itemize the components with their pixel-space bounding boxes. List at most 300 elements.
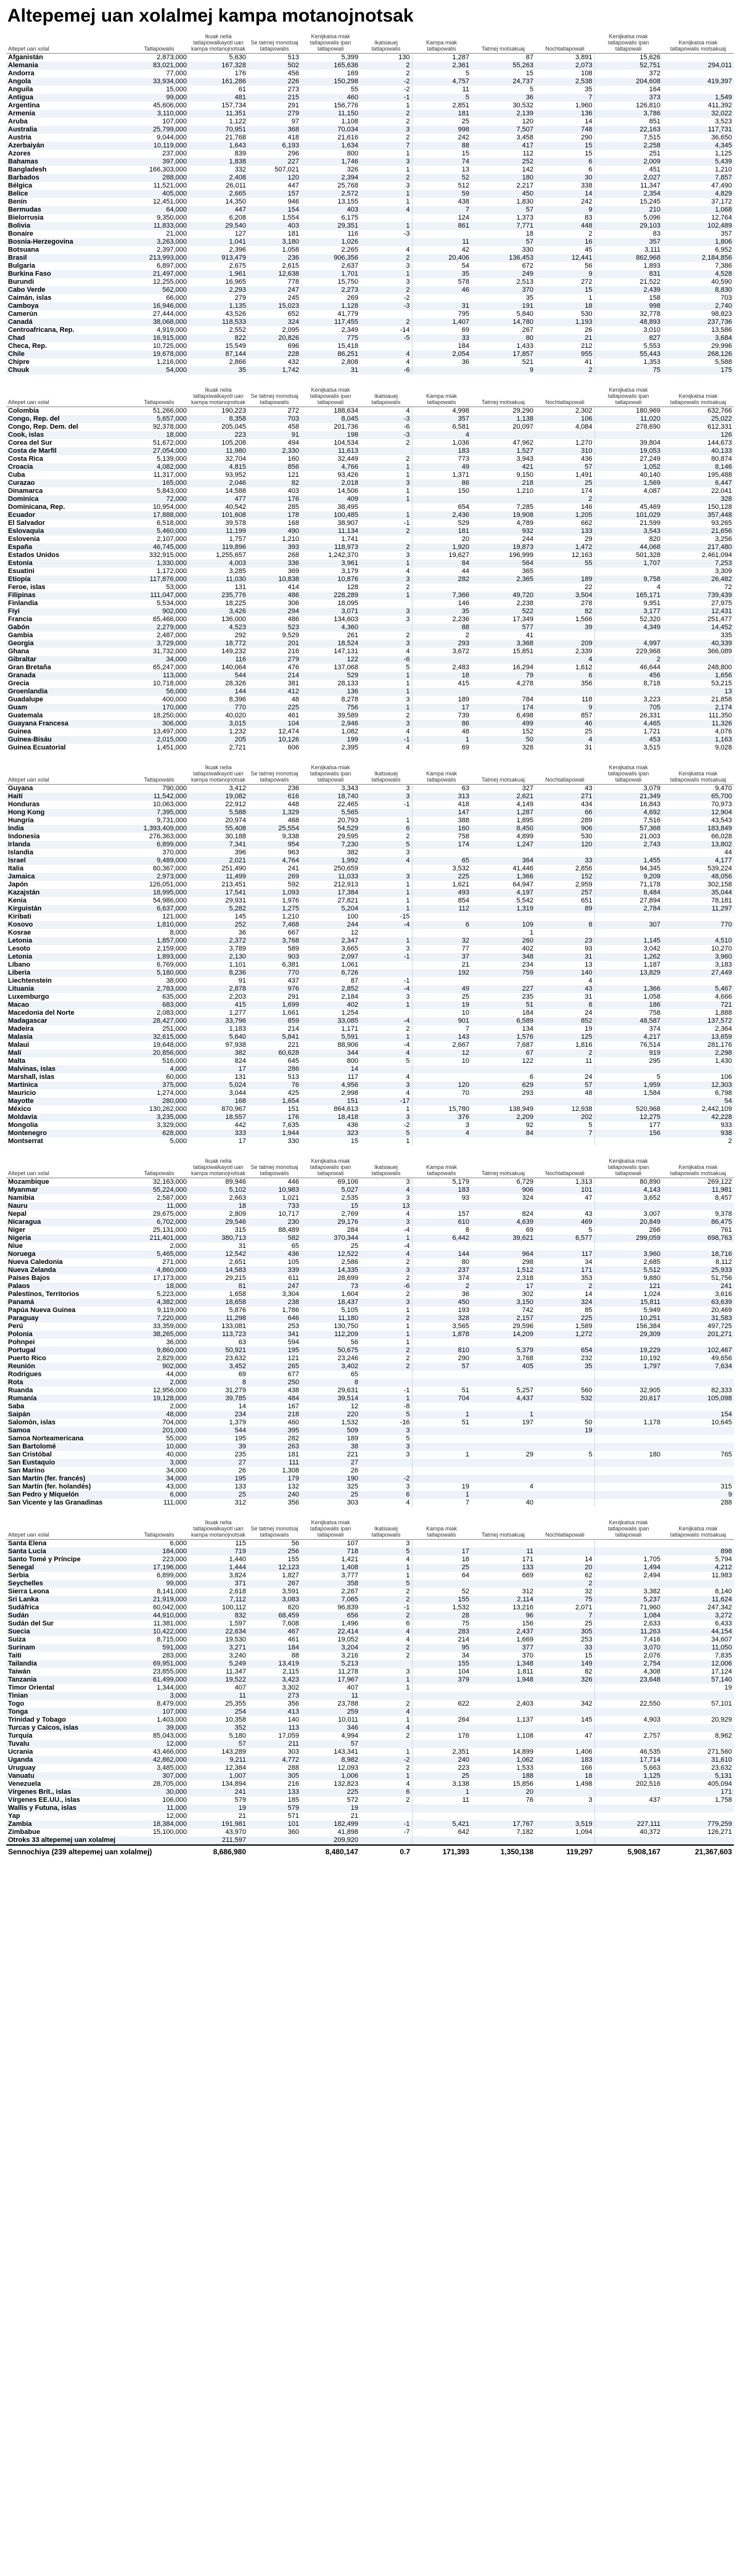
table-cell: 54 xyxy=(662,1097,734,1105)
table-cell: 48 xyxy=(585,1089,593,1097)
table-cell: 10,270 xyxy=(711,945,732,952)
table-cell: 1 xyxy=(360,1395,412,1403)
table-cell: 235 xyxy=(522,993,533,1001)
table-cell: 19 xyxy=(412,1001,471,1009)
table-cell: 12,255,000 xyxy=(152,278,187,286)
table-cell: 382 xyxy=(347,849,358,856)
table-cell: 6,381 xyxy=(282,961,299,968)
table-cell: 116 xyxy=(189,656,248,664)
table-cell xyxy=(360,447,412,455)
table-cell xyxy=(594,1403,662,1411)
table-cell: 3,523 xyxy=(715,118,732,125)
row-country-name: Haití xyxy=(6,793,130,801)
table-row xyxy=(6,238,734,246)
table-cell: 3 xyxy=(406,849,410,856)
table-cell xyxy=(471,1065,535,1073)
table-cell: 1,948 xyxy=(471,1676,535,1684)
table-cell: 15,856 xyxy=(512,1780,533,1788)
table-cell: 1 xyxy=(360,190,412,198)
table-cell: 101,029 xyxy=(594,511,662,519)
table-cell: 419,397 xyxy=(662,78,734,86)
table-row xyxy=(6,1315,734,1323)
table-cell: 188 xyxy=(471,1772,535,1780)
table-cell: 442 xyxy=(234,1121,246,1129)
table-cell: 5,565 xyxy=(301,809,360,817)
table-cell: 2,238 xyxy=(516,600,533,607)
table-cell: 1,797 xyxy=(594,1363,662,1371)
table-cell xyxy=(412,913,471,921)
table-cell: 353 xyxy=(581,1274,593,1282)
table-cell: 18,995,000 xyxy=(130,889,189,897)
table-cell xyxy=(535,1804,594,1812)
table-row xyxy=(6,278,734,286)
table-cell: 1,122 xyxy=(229,118,246,125)
column-header: Se tatmej monotsaj tatlapowalis xyxy=(248,763,301,785)
table-row xyxy=(6,712,734,720)
table-cell: 4,345 xyxy=(662,142,734,150)
table-cell: 15 xyxy=(301,1202,360,1210)
table-cell: 397,000 xyxy=(130,158,189,166)
table-cell: 562,000 xyxy=(130,286,189,294)
table-cell: 4 xyxy=(406,728,410,735)
row-country-name: Ecuador xyxy=(6,511,130,519)
table-cell: 1 xyxy=(412,736,471,744)
table-cell: 2 xyxy=(406,455,410,463)
table-cell: 4,757 xyxy=(412,78,471,86)
table-cell: 183 xyxy=(535,1756,594,1764)
row-country-name: Nauru xyxy=(6,1202,130,1210)
row-country-name: Liberia xyxy=(6,969,130,977)
table-cell: 326 xyxy=(347,166,358,173)
table-cell: 11,263 xyxy=(594,1628,662,1636)
table-cell xyxy=(662,929,734,937)
table-cell: 4,523 xyxy=(189,624,248,632)
table-cell: 1 xyxy=(360,495,412,503)
table-cell: 19,053 xyxy=(594,447,662,455)
table-row xyxy=(6,1588,734,1596)
table-cell: 2,866 xyxy=(229,358,246,366)
row-country-name: Niue xyxy=(8,1242,23,1250)
table-cell xyxy=(662,1435,734,1443)
table-cell: 4,899 xyxy=(516,833,533,840)
row-country-name: Dominicana, Rep. xyxy=(8,503,65,511)
table-cell: 1,742 xyxy=(248,366,301,374)
table-cell: 9,211 xyxy=(189,1756,248,1764)
row-country-name: Panamá xyxy=(6,1298,130,1307)
row-country-name: Chad xyxy=(6,334,130,342)
table-cell: 82,333 xyxy=(711,1387,732,1394)
table-cell: 39,589 xyxy=(337,712,358,719)
table-row xyxy=(6,616,734,624)
table-cell: 57 xyxy=(412,1363,471,1371)
table-cell: 149,232 xyxy=(221,648,246,655)
table-row xyxy=(6,1692,734,1700)
row-country-name: Anguila xyxy=(8,86,33,93)
table-cell: 104 xyxy=(412,1668,471,1676)
table-cell: 857 xyxy=(581,712,593,719)
row-country-name: Gran Bretaña xyxy=(8,664,51,671)
table-cell: 54,986,000 xyxy=(152,897,187,904)
table-cell: 6 xyxy=(588,166,593,173)
table-cell: 582 xyxy=(248,1234,301,1242)
table-cell: 2,279,000 xyxy=(130,624,189,632)
table-cell: 2 xyxy=(406,1274,410,1282)
table-cell xyxy=(471,1836,535,1845)
table-cell: 55,263 xyxy=(471,62,535,70)
table-cell: 409 xyxy=(301,495,360,503)
table-cell: 25 xyxy=(301,1491,360,1499)
table-cell: 1,806 xyxy=(662,238,734,246)
table-cell: 8,045 xyxy=(301,415,360,423)
table-row xyxy=(6,1121,734,1129)
table-cell xyxy=(360,1804,412,1812)
table-cell: 2,354 xyxy=(594,190,662,198)
table-cell: 677 xyxy=(287,1371,299,1378)
table-cell: -14 xyxy=(400,326,410,334)
table-cell: 8,982 xyxy=(301,1756,360,1764)
table-cell: 2,203 xyxy=(229,993,246,1001)
table-cell: 11,347 xyxy=(226,1668,246,1675)
table-cell: 3,309 xyxy=(715,568,732,575)
table-cell: 280,000 xyxy=(130,1097,189,1105)
table-section xyxy=(6,763,734,1146)
table-cell: 105,208 xyxy=(221,439,246,447)
table-cell: 160 xyxy=(287,455,299,463)
table-cell: 5,439 xyxy=(662,158,734,166)
table-cell: 66,028 xyxy=(711,833,732,840)
table-cell: 271,560 xyxy=(707,1748,732,1756)
table-cell: 8 xyxy=(535,921,594,929)
table-row xyxy=(6,865,734,873)
table-cell: 12 xyxy=(350,1403,358,1410)
column-header: Kenijkatsa miak tatlapowalis motsakuaj xyxy=(662,763,734,785)
table-cell: 3,015 xyxy=(189,720,248,728)
table-cell: 5,223,000 xyxy=(157,1290,187,1298)
table-cell: 6,952 xyxy=(715,246,732,254)
table-cell: 2,851 xyxy=(412,102,471,110)
table-cell: 44,000 xyxy=(166,1371,187,1378)
table-cell: 1 xyxy=(406,817,410,824)
table-cell: 2,000 xyxy=(170,1403,187,1410)
table-cell: 7,220,000 xyxy=(130,1315,189,1323)
table-cell: 13,829 xyxy=(594,969,662,977)
table-cell xyxy=(594,1812,662,1820)
table-cell: 1 xyxy=(471,1411,535,1419)
table-cell: 77,000 xyxy=(166,70,187,77)
table-cell: 2,021 xyxy=(189,857,248,865)
table-cell: 39 xyxy=(535,624,594,632)
table-cell: 193 xyxy=(412,1307,471,1315)
table-cell: 5 xyxy=(360,1548,412,1556)
table-cell: 3,240 xyxy=(229,1652,246,1659)
table-cell: 201 xyxy=(248,640,301,648)
table-row xyxy=(6,1105,734,1113)
table-cell: 4,789 xyxy=(516,519,533,527)
table-cell: 71,178 xyxy=(594,881,662,889)
table-cell: 306 xyxy=(287,600,299,607)
table-cell: 20,826 xyxy=(248,334,301,342)
table-cell: 4,510 xyxy=(662,937,734,945)
table-cell: 460 xyxy=(287,1419,299,1426)
table-cell: 2 xyxy=(406,1588,410,1595)
table-cell: 43,000 xyxy=(166,1483,187,1490)
row-country-name: Reunión xyxy=(6,1363,130,1371)
table-cell: 5,841 xyxy=(248,1033,301,1041)
table-cell: 2,437 xyxy=(471,1628,535,1636)
table-cell: 2 xyxy=(535,1580,594,1588)
table-cell: 41 xyxy=(585,358,593,366)
table-cell: 1,353 xyxy=(594,358,662,366)
table-row xyxy=(6,608,734,616)
table-cell: 71,960 xyxy=(594,1604,662,1612)
table-cell: 25,022 xyxy=(662,415,734,423)
table-cell: 75 xyxy=(412,1620,471,1628)
table-cell: 2,754 xyxy=(594,1660,662,1668)
table-cell: 2,959 xyxy=(575,881,593,888)
table-cell: 2,351 xyxy=(412,1748,471,1756)
column-header: Kenijkatsa miak tatlapowalis ipan tatlapowali xyxy=(301,386,360,407)
row-country-name: Bulgaria xyxy=(8,262,36,270)
table-row xyxy=(6,977,734,985)
table-cell: 12,451,000 xyxy=(152,198,187,205)
table-cell: 3,000 xyxy=(130,1692,189,1700)
table-cell: 1,242,370 xyxy=(328,551,358,559)
table-cell: 4,076 xyxy=(715,728,732,735)
table-cell: 3,777 xyxy=(341,1572,358,1579)
table-cell xyxy=(471,1692,535,1700)
table-cell: 27,449 xyxy=(662,969,734,977)
table-cell: 26,482 xyxy=(662,576,734,584)
table-cell: 402 xyxy=(522,945,533,952)
row-country-name: Santo Tomé y Príncipe xyxy=(8,1556,81,1563)
row-country-name: Zimbabue xyxy=(8,1828,40,1836)
table-cell xyxy=(471,1459,535,1467)
table-cell: 790,000 xyxy=(162,785,187,792)
table-cell: 11,180 xyxy=(301,1315,360,1323)
table-cell: 227 xyxy=(471,985,535,993)
table-cell: 10,645 xyxy=(711,1419,732,1426)
table-cell: 85,043,000 xyxy=(152,1732,187,1740)
table-cell: 1 xyxy=(406,1748,410,1756)
row-country-name: Kiribati xyxy=(8,913,31,920)
table-row xyxy=(6,744,734,752)
table-cell: 4,217 xyxy=(594,1033,662,1041)
table-cell: 51,266,000 xyxy=(152,407,187,415)
table-cell: 3,672 xyxy=(412,648,471,656)
table-cell xyxy=(594,1540,662,1548)
column-header: Tatmej motsakuaj xyxy=(471,1157,535,1178)
row-country-name: Vírgenes Brit., islas xyxy=(6,1788,130,1796)
table-row xyxy=(6,1628,734,1636)
table-cell: 1,661 xyxy=(282,1009,299,1017)
column-header: Ikatsiauej tatlapowalis xyxy=(360,386,412,407)
table-cell: 4,903 xyxy=(594,1716,662,1724)
row-country-name: Argentina xyxy=(8,102,40,109)
column-header: Tatlapowalis xyxy=(130,386,189,407)
table-cell: 9,731,000 xyxy=(157,817,187,824)
table-row xyxy=(6,953,734,961)
table-cell: 1 xyxy=(360,559,412,568)
table-cell: 2 xyxy=(594,656,662,664)
table-cell: 46 xyxy=(535,720,594,728)
table-cell: 184,000 xyxy=(130,1548,189,1556)
table-cell: 366,089 xyxy=(707,648,732,655)
table-row xyxy=(6,1282,734,1290)
table-cell xyxy=(535,431,594,439)
table-cell: 2,076 xyxy=(594,1652,662,1660)
table-cell: 368 xyxy=(248,126,301,134)
table-cell: 6,798 xyxy=(715,1089,732,1097)
table-cell: 83 xyxy=(594,230,662,238)
table-cell: 267 xyxy=(522,326,533,334)
table-cell: 118,973 xyxy=(301,543,360,551)
table-cell: 933 xyxy=(720,1121,732,1129)
table-cell: 11,983 xyxy=(712,1572,732,1579)
row-country-name: Gibraltar xyxy=(6,656,130,664)
table-cell xyxy=(594,1740,662,1748)
table-cell: 11,278 xyxy=(338,1668,358,1675)
table-cell: 5 xyxy=(406,1435,410,1442)
row-country-name: Suecia xyxy=(6,1628,130,1636)
row-country-name: Suiza xyxy=(8,1636,26,1643)
table-cell xyxy=(594,1580,662,1588)
table-cell: 69 xyxy=(525,1226,533,1234)
table-cell xyxy=(662,1202,734,1210)
table-cell: 20 xyxy=(535,1564,594,1572)
row-country-name: Moldavia xyxy=(6,1113,130,1121)
table-cell: 3 xyxy=(406,551,410,559)
table-cell: 4 xyxy=(360,206,412,214)
table-cell: 1,210 xyxy=(282,913,299,920)
table-cell: 1,193 xyxy=(535,318,594,326)
table-cell: 370 xyxy=(471,286,535,294)
table-cell: 436 xyxy=(581,455,593,463)
table-cell xyxy=(412,366,471,374)
table-cell xyxy=(360,624,412,632)
table-cell: 27,821 xyxy=(337,897,358,904)
row-country-name: Eslovaquia xyxy=(6,527,130,535)
table-cell xyxy=(662,1379,734,1387)
table-cell: 3,768 xyxy=(516,1355,533,1362)
table-cell: 2,330 xyxy=(248,447,301,455)
table-cell: 667 xyxy=(287,929,299,936)
table-cell xyxy=(662,1724,734,1732)
table-cell: 42 xyxy=(412,246,471,254)
table-cell: 370,344 xyxy=(301,1234,360,1242)
row-country-name: Fiyi xyxy=(6,608,130,616)
table-cell: 9,880 xyxy=(594,1274,662,1282)
table-cell: 3 xyxy=(406,1540,410,1547)
table-cell: 6,899,000 xyxy=(157,1572,187,1579)
table-cell: 324 xyxy=(535,1298,594,1307)
table-cell xyxy=(412,1065,471,1073)
table-cell: 10,011 xyxy=(338,1716,358,1724)
table-cell: 30,532 xyxy=(512,102,533,109)
table-cell: 32,778 xyxy=(594,310,662,318)
column-header: Tatmej motsakuaj xyxy=(471,32,535,54)
table-cell xyxy=(535,632,594,640)
table-cell: 405,094 xyxy=(707,1780,732,1788)
table-cell: 591,000 xyxy=(130,1644,189,1652)
table-cell: 97,938 xyxy=(225,1041,246,1049)
table-cell: 8,484 xyxy=(594,889,662,897)
table-cell: 2 xyxy=(360,543,412,551)
table-cell: 268,126 xyxy=(662,350,734,358)
table-cell: 36 xyxy=(238,929,246,936)
table-cell: 285 xyxy=(287,503,299,511)
table-cell xyxy=(412,1684,471,1692)
row-country-name: Bélgica xyxy=(8,182,33,189)
table-cell: 32,704 xyxy=(225,455,246,463)
table-row xyxy=(6,495,734,503)
table-cell: 2,442,109 xyxy=(702,1105,732,1113)
table-cell: 235 xyxy=(234,1451,246,1458)
table-cell: 2,097 xyxy=(301,953,360,961)
table-cell: 407 xyxy=(347,1684,358,1691)
table-cell xyxy=(594,1371,662,1379)
table-cell: 758 xyxy=(594,1009,662,1017)
table-cell: 2,587,000 xyxy=(157,1194,187,1202)
table-cell xyxy=(535,1339,594,1347)
table-cell: -1 xyxy=(403,1604,410,1611)
table-cell: 251,477 xyxy=(707,616,732,623)
row-country-name: Noruega xyxy=(6,1250,130,1258)
row-country-name: Ucrania xyxy=(8,1748,33,1756)
table-row xyxy=(6,1668,734,1676)
table-cell: 827 xyxy=(594,334,662,342)
row-country-name: Gabón xyxy=(6,624,130,632)
table-cell: 104 xyxy=(248,720,301,728)
table-cell: 227 xyxy=(248,158,301,166)
table-cell: 181 xyxy=(287,230,299,237)
table-row xyxy=(6,1202,734,1210)
table-cell: 824 xyxy=(522,1210,533,1218)
row-country-name: Sierra Leona xyxy=(8,1588,49,1595)
table-cell: 13 xyxy=(585,961,593,968)
table-cell: 151 xyxy=(301,1097,360,1105)
table-cell: 126,271 xyxy=(707,1828,732,1836)
table-cell: 748 xyxy=(535,126,594,134)
table-cell: 2 xyxy=(360,1315,412,1323)
row-country-name: Congo, Rep. del xyxy=(6,415,130,423)
table-cell: 199 xyxy=(301,736,360,744)
table-cell: 220 xyxy=(301,1411,360,1419)
table-cell: 256 xyxy=(248,1548,301,1556)
column-header: Nochtatlapowali xyxy=(535,386,594,407)
table-cell: 800 xyxy=(347,1057,358,1065)
table-cell: 21,522 xyxy=(594,278,662,286)
table-cell: 288 xyxy=(720,1499,732,1506)
table-cell: 1,527 xyxy=(471,447,535,455)
table-cell: 14 xyxy=(585,118,593,125)
row-country-name: Dominica xyxy=(6,495,130,503)
table-row xyxy=(6,945,734,953)
table-cell: 93 xyxy=(585,945,593,952)
table-cell: 212 xyxy=(581,342,593,350)
table-cell: 2,757 xyxy=(594,1732,662,1740)
table-cell: 3,684 xyxy=(662,334,734,342)
table-cell: 13,155 xyxy=(337,198,358,205)
table-cell: 218 xyxy=(248,1411,301,1419)
table-cell: 369 xyxy=(287,568,299,575)
table-cell xyxy=(594,632,662,640)
row-country-name: Brasil xyxy=(6,254,130,262)
table-cell xyxy=(594,1242,662,1250)
table-cell: 39 xyxy=(189,1443,248,1451)
column-header: Kenijkatsa miak tatlapowalis ipan tatlapowali xyxy=(594,763,662,785)
table-cell: 17,857 xyxy=(471,350,535,358)
table-cell: 4,860,000 xyxy=(130,1266,189,1274)
